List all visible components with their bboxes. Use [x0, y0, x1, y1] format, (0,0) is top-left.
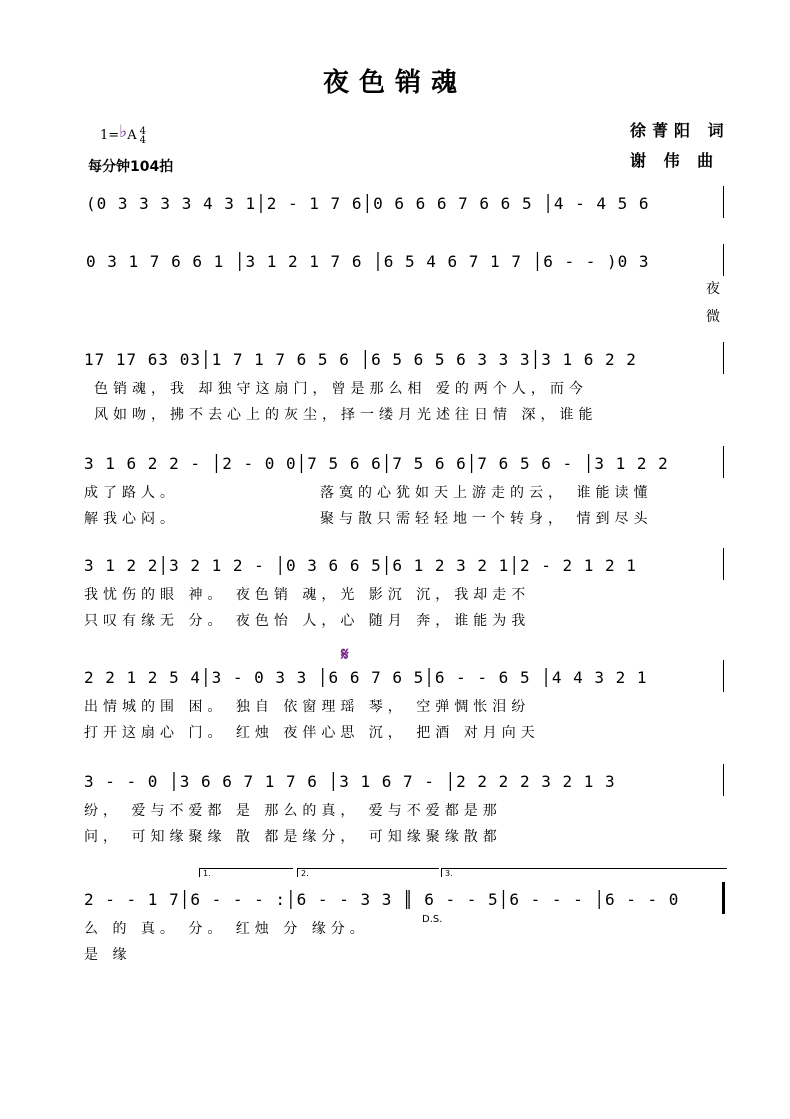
tempo-marking: 每分钟104拍 — [88, 159, 174, 175]
time-top: 4 — [139, 125, 146, 137]
system-4-notes: 3 1 6 2 2 - │2 - 0 0│7 5 6 6│7 5 6 6│7 6 5 6 - │3 1 2 2 — [84, 454, 669, 473]
barline — [723, 446, 724, 478]
system-8-notes: 2 - - 1 7│6 - - - :│6 - - 3 3 ║ 6 - - 5│6 - - - │6 - - 0 — [84, 890, 680, 909]
system-7-notes: 3 - - 0 │3 6 6 7 1 7 6 │3 1 6 7 - │2 2 2 2 3 2 1 3 — [84, 772, 616, 791]
system-7-lyric-2: 问， 可知缘聚缘 散 都是缘分， 可知缘聚缘散都 — [84, 829, 502, 845]
system-5-notes: 3 1 2 2│3 2 1 2 - │0 3 6 6 5│6 1 2 3 2 1│2 - 2 1 2 1 — [84, 556, 637, 575]
system-5-lyric-2: 只叹有缘无 分。 夜色怡 人，心 随月 奔，谁能为我 — [84, 613, 531, 629]
system-6-lyric-2: 打开这扇心 门。 红烛 夜伴心思 沉， 把酒 对月向天 — [84, 725, 540, 741]
flat-icon: ♭ — [119, 122, 128, 142]
system-8-lyric-2: 是 缘 — [84, 947, 132, 963]
barline — [723, 244, 724, 276]
ending-bracket-3 — [441, 868, 727, 877]
ending-1-label: 1. — [203, 869, 211, 878]
system-6-notes: 2 2 1 2 5 4│3 - 0 3 3 │6 6 7 6 5│6 - - 6 5 │4 4 3 2 1 — [84, 668, 648, 687]
key-note: A — [127, 128, 137, 143]
system-7-lyric-1: 纷， 爱与不爱都 是 那么的真， 爱与不爱都是那 — [84, 803, 502, 819]
ending-2-label: 2. — [301, 869, 309, 878]
system-4-lyric-2: 解我心闷。 — [84, 511, 179, 527]
system-4-lyric-1: 成了路人。 — [84, 485, 179, 501]
system-3-notes: 17 17 63 03│1 7 1 7 6 5 6 │6 5 6 5 6 3 3 3│3 1 6 2 2 — [84, 350, 637, 369]
ending-bracket-2 — [297, 868, 439, 877]
barline — [723, 548, 724, 580]
final-barline — [722, 882, 725, 914]
system-4-lyric-1b: 落寞的心犹如天上游走的云， 谁能读懂 — [320, 485, 653, 501]
pickup-lyric-1: 夜 — [706, 281, 725, 297]
ending-3-label: 3. — [445, 869, 453, 878]
time-bottom: 4 — [139, 134, 146, 146]
barline — [723, 186, 724, 218]
system-1-notes: (0 3 3 3 3 4 3 1│2 - 1 7 6│0 6 6 6 7 6 6 5 │4 - 4 5 6 — [86, 194, 650, 213]
barline — [723, 660, 724, 692]
system-3-lyric-2: 风如吻，拂不去心上的灰尘，择一缕月光述往日情 深，谁能 — [94, 407, 598, 423]
pickup-lyric-2: 微 — [706, 309, 725, 325]
dal-segno-marking: D.S. — [422, 914, 443, 925]
system-2-notes: 0 3 1 7 6 6 1 │3 1 2 1 7 6 │6 5 4 6 7 1 7 │6 - - )0 3 — [86, 252, 650, 271]
system-3-lyric-1: 色销魂，我 却独守这扇门，曾是那么相 爱的两个人，而今 — [94, 381, 588, 397]
system-5-lyric-1: 我忧伤的眼 神。 夜色销 魂，光 影沉 沉，我却走不 — [84, 587, 531, 603]
time-signature — [140, 127, 146, 145]
lyricist-credit: 徐菁阳 词 — [630, 121, 730, 140]
composer-credit: 谢 伟 曲 — [630, 151, 720, 170]
system-6-lyric-1: 出情城的围 困。 独自 依窗理瑶 琴， 空弹惆怅泪纷 — [84, 699, 531, 715]
system-8-lyric-1: 么 的 真。 分。 红烛 分 缘分。 — [84, 921, 369, 937]
system-4-lyric-2b: 聚与散只需轻轻地一个转身， 情到尽头 — [320, 511, 653, 527]
key-signature — [100, 124, 146, 145]
barline — [723, 764, 724, 796]
page-title: 夜色销魂 — [322, 68, 467, 98]
key-prefix: 1= — [100, 128, 120, 143]
ending-bracket-1 — [199, 868, 293, 877]
segno-icon: 𝄋 — [341, 644, 349, 665]
barline — [723, 342, 724, 374]
